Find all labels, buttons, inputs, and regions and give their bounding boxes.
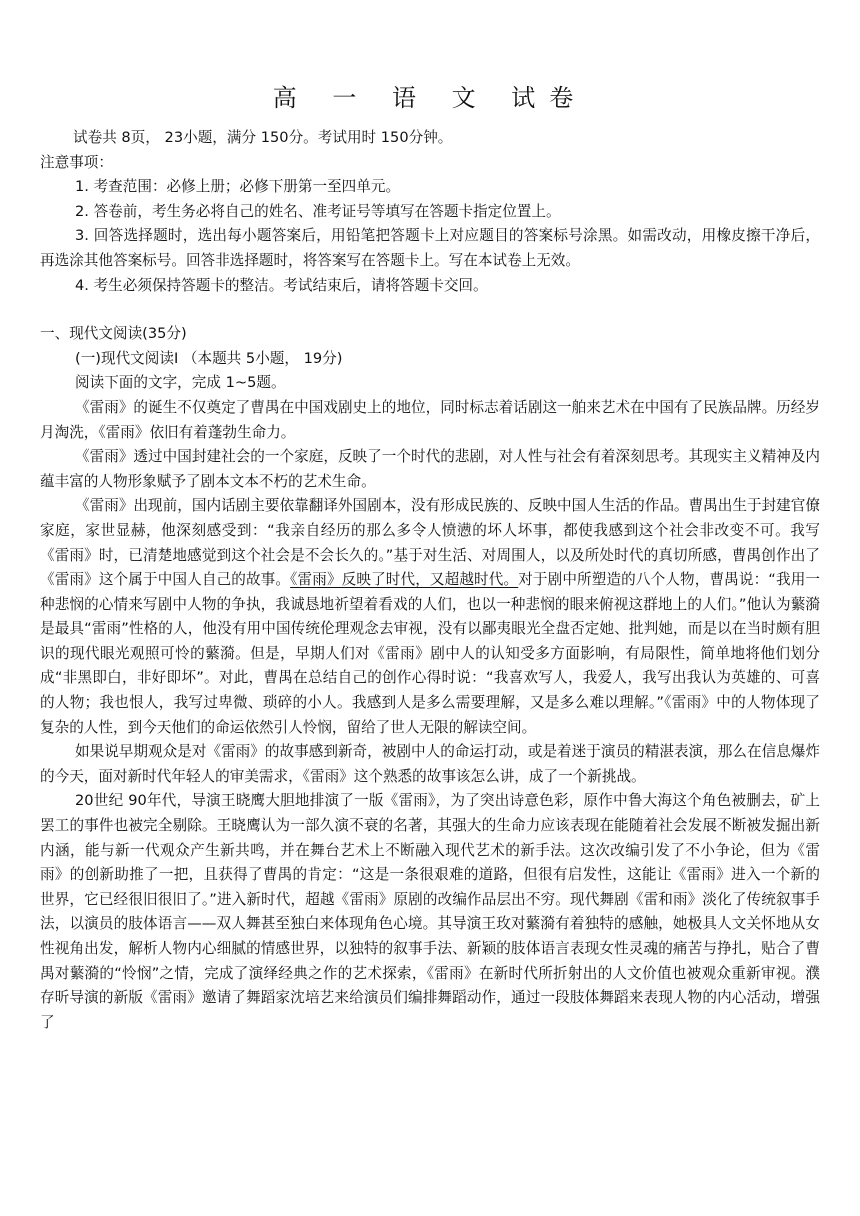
- page-title: 高 一 语 文 试卷: [272, 84, 588, 112]
- reading-instruction: 阅读下面的文字，完成 1~5题。: [75, 374, 286, 392]
- passage-paragraph-1: 《雷雨》的诞生不仅奠定了曹禺在中国戏剧史上的地位，同时标志着话剧这一舶来艺术在中国有了民族品牌。历经岁月淘洗，《雷雨》依旧有着蓬勃生命力。: [40, 398, 820, 441]
- notice-item-4: 4. 考生必须保持答题卡的整洁。考试结束后，请将答题卡交回。: [75, 276, 488, 294]
- notice-item-3: 3. 回答选择题时，选出每小题答案后，用铅笔把答题卡上对应题目的答案标号涂黑。如需改动，用橡皮擦干净后，再选涂其他答案标号。回答非选择题时，将答案写在答题卡上。写在本试卷上无效。: [40, 227, 820, 269]
- exam-intro: 试卷共 8页， 23小题，满分 150分。考试用时 150分钟。: [73, 129, 453, 146]
- section-heading: 一、现代文阅读(35分): [40, 325, 187, 343]
- passage-paragraph-4: 如果说早期观众是对《雷雨》的故事感到新奇，被剧中人的命运打动，或是着迷于演员的精湛表演，那么在信息爆炸的今天，面对新时代年轻人的审美需求，《雷雨》这个熟悉的故事该怎么讲，成了一个新挑战。: [40, 743, 820, 785]
- notice-heading: 注意事项：: [40, 153, 113, 171]
- section-subheading: (一)现代文阅读Ⅰ （本题共 5小题， 19分): [75, 349, 343, 367]
- passage-paragraph-5: 20世纪 90年代，导演王晓鹰大胆地排演了一版《雷雨》，为了突出诗意色彩，原作中鲁大海这个角色被删去，矿上罢工的事件也被完全剔除。王晓鹰认为一部久演不衰的名著，其强大的生命力应该表现在能随着社会发展不断被发掘出新内涵，能与新一代观众产生新共鸣，并在舞台艺术上不断融入现代艺术的新手法。这次改编引发了不小争论，但为《雷雨》的创新助推了一把，且获得了曹禺的肯定：“这是一条很艰难的道路，但很有启发性，这能让《雷雨》进入一个新的世界，它已经很旧很旧了。”进入新时代，超越《雷雨》原剧的改编作品层出不穷。现代舞剧《雷和雨》淡化了传统叙事手法，以演员的肢体语言——双人舞甚至独白来体现角色心境。其导演王玫对蘩漪有着独特的感触，她极具人文关怀地从女性视角出发，解析人物内心细腻的情感世界，以独特的叙事手法、新颖的肢体语言表现女性灵魂的痛苦与挣扎，贴合了曹禺对蘩漪的“怜悯”之情，完成了演绎经典之作的艺术探索，《雷雨》在新时代所折射出的人文价值也被观众重新审视。濮存昕导演的新版《雷雨》邀请了舞蹈家沈培艺来给演员们编排舞蹈动作，通过一段肢体舞蹈来表现人物的内心活动，增强了: [40, 792, 820, 1031]
- passage-text: 《雷雨》出现前，国内话剧主要依靠翻译外国剧本，没有形成民族的、反映中国人生活的作品。曹禺出生于封建官僚家庭，家世显赫，他深刻感受到：“我亲自经历的那么多令人愤懑的坏人坏事，都使我感到这个社会非改变不可。我写《雷雨》时，已清楚地感觉到这个社会是不会长久的。”基于对生活、对周围人，以及所处时代的真切所感，曹禺创作出了《雷雨》这个属于中国人自己的故事。: [40, 497, 820, 589]
- section-spacer: [40, 298, 820, 322]
- exam-content: [40, 126, 820, 1035]
- notice-item-2: 2. 答卷前，考生务必将自己的姓名、准考证号等填写在答题卡指定位置上。: [75, 202, 561, 220]
- passage-text: 对于剧中所塑造的八个人物，曹禺说：“我用一种悲悯的心情来写剧中人物的争执，我诚恳地祈望着看戏的人们，也以一种悲悯的眼来俯视这群地上的人们。”他认为蘩漪是最具“雷雨”性格的人，他没有用中国传统伦理观念去审视，没有以鄙夷眼光全盘否定她、批判她，而是以在当时颇有胆识的现代眼光观照可怜的蘩漪。但是，早期人们对《雷雨》剧中人的认知受多方面影响，有局限性，简单地将他们划分成“非黑即白，非好即坏”。对此，曹禺在总结自己的创作心得时说：“我喜欢写人，我爱人，我写出我认为英雄的、可喜的人物；我也恨人，我写过卑微、琐碎的小人。我感到人是多么需要理解，又是多么难以理解。”《雷雨》中的人物体现了复杂的人性，到今天他们的命运依然引人怜悯，留给了世人无限的解读空间。: [40, 571, 820, 736]
- passage-paragraph-3: [40, 494, 820, 740]
- underlined-sentence: 《雷雨》反映了时代，又超越时代。: [290, 571, 519, 589]
- passage-paragraph-2: 《雷雨》透过中国封建社会的一个家庭，反映了一个时代的悲剧，对人性与社会有着深刻思考。其现实主义精神及内蕴丰富的人物形象赋予了剧本文本不朽的艺术生命。: [40, 448, 820, 490]
- notice-item-1: 1. 考查范围：必修上册；必修下册第一至四单元。: [75, 178, 401, 196]
